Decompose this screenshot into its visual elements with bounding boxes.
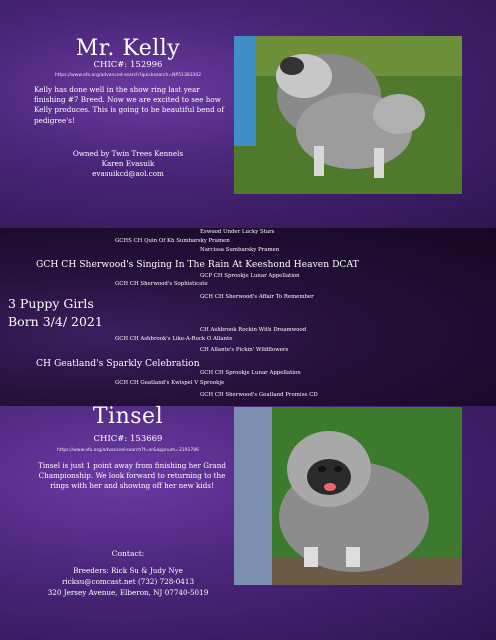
contact-breeders: Breeders: Rick Su & Judy Nye [73, 566, 183, 575]
dam-description: Tinsel is just 1 point away from finishing her Grand Championship. We look forward to returning to the rings with her and showing off her new kids! [38, 461, 226, 491]
ped-dam-dd: GCH CH Sherwood's Geatland Promise CD [200, 392, 318, 398]
ped-sire-d: GCH CH Sherwood's Sophisticate [115, 281, 208, 287]
dam-chic: CHIC#: 153669 [93, 434, 163, 444]
sire-name: Mr. Kelly [75, 36, 181, 61]
dam-name: Tinsel [92, 404, 164, 429]
ped-dam-ss: CH Ashbrook Rockin With Dreamwood [200, 327, 307, 333]
sire-ofa-link[interactable]: https://www.ofa.org/advanced-search?quicksearch=NP51383302 [54, 73, 202, 78]
contact-email-phone[interactable]: ricksu@comcast.net (732) 728-0413 [61, 577, 195, 586]
contact-heading: Contact: [111, 549, 145, 558]
litter-line1: 3 Puppy Girls [8, 296, 94, 311]
ped-dam-s: GCH CH Ashbrook's Like-A-Rock O Allante [115, 336, 233, 342]
sire-owner-line2: Karen Evasuik [101, 159, 155, 168]
sire-chic: CHIC#: 152996 [93, 60, 163, 70]
dam-photo [234, 407, 462, 585]
contact-address: 320 Jersey Avenue, Elberon, NJ 07740-5019 [47, 588, 209, 597]
sire-description: Kelly has done well in the show ring last year finishing #7 Breed. Now we are excited to see how Kelly produces. This is going to be beautiful bend of pedigree's! [34, 85, 225, 125]
sire-owner-line1: Owned by Twin Trees Kennels [72, 149, 184, 158]
sire-photo [234, 36, 462, 194]
dam-ofa-link[interactable]: https://www.ofa.org/advanced-search?f=sr&appnum=2191786 [57, 448, 199, 453]
ped-sire-dd: GCH CH Sherwood's Affair To Remember [200, 294, 314, 300]
ped-sire: GCH CH Sherwood's Singing In The Rain At Keeshond Heaven DCAT [36, 259, 359, 270]
ped-dam-d: GCH CH Geatland's Kwispel V Sprookje [115, 380, 225, 386]
ped-dam-ds: GCH CH Sprookje Lunar Appellation [200, 370, 301, 376]
litter-line2: Born 3/4/ 2021 [8, 314, 103, 329]
sire-owner-email[interactable]: evasuikcd@aol.com [92, 169, 164, 178]
ped-sire-ds: GCP CH Sprookje Lunar Appellation [200, 273, 300, 279]
ped-sire-sd: Narcissa Sumbarsky Pramen [200, 247, 280, 253]
ped-dam-sd: CH Allante's Pickin' Wildflowers [200, 347, 289, 353]
ped-sire-ss: Eswood Under Lucky Stars [200, 229, 275, 235]
ped-dam: CH Geatland's Sparkly Celebration [36, 358, 200, 369]
ped-sire-s: GCHS CH Quin Of Kh Sumbarsky Pramen [115, 238, 230, 244]
